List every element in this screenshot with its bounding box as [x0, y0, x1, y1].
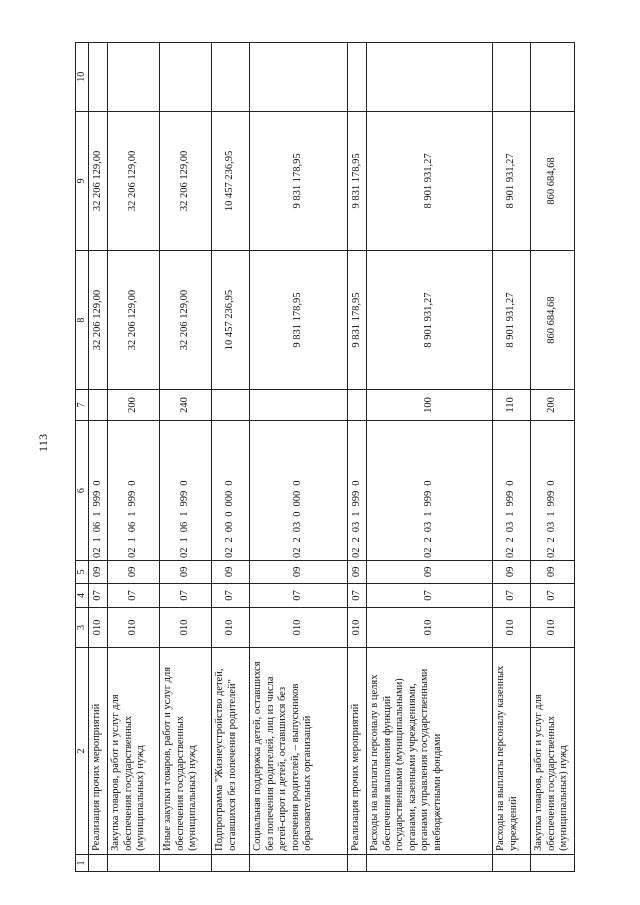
col-header-4: 4: [76, 583, 89, 607]
cell-amount-9: 9 831 178,95: [348, 111, 367, 251]
cell-col-5: 09: [108, 560, 160, 583]
cell-col-3: 010: [250, 608, 348, 648]
col-header-1: 1: [76, 854, 89, 871]
code-part: 999: [505, 490, 517, 507]
cell-col-1: [89, 854, 108, 871]
code-part: 1: [505, 511, 517, 517]
code-part: 0: [546, 480, 558, 486]
cell-target-code: [531, 421, 575, 561]
code-part: 02: [127, 547, 139, 558]
cell-col-4: 07: [493, 583, 531, 607]
col-header-3: 3: [76, 608, 89, 648]
cell-col-7: 200: [531, 389, 575, 420]
code-part: 0: [179, 480, 191, 486]
code-part: 2: [292, 537, 304, 543]
cell-amount-8: 32 206 129,00: [160, 251, 212, 389]
code-part: 02: [546, 547, 558, 558]
code-part: 000: [224, 490, 236, 507]
cell-amount-8: 8 901 931,27: [367, 251, 493, 389]
table-row: [89, 43, 108, 872]
cell-amount-9: 860 684,68: [531, 111, 575, 251]
cell-name: Закупка товаров, работ и услуг для обеспечения государственных (муниципальных) нужд: [531, 648, 575, 855]
col-header-6: 6: [76, 421, 89, 561]
cell-col-10: [531, 43, 575, 112]
cell-target-code: [160, 421, 212, 561]
cell-amount-8: 9 831 178,95: [348, 251, 367, 389]
cell-col-4: 07: [531, 583, 575, 607]
code-part: 1: [423, 511, 435, 517]
cell-col-3: 010: [348, 608, 367, 648]
code-part: 02: [91, 547, 103, 558]
cell-col-7: 240: [160, 389, 212, 420]
cell-col-4: 07: [367, 583, 493, 607]
table-row: [212, 43, 250, 872]
code-part: 0: [505, 480, 517, 486]
code-part: 03: [505, 521, 517, 533]
cell-amount-8: 32 206 129,00: [108, 251, 160, 389]
col-header-8: 8: [76, 251, 89, 389]
code-part: 1: [350, 511, 362, 517]
cell-col-4: 07: [212, 583, 250, 607]
code-part: 2: [350, 537, 362, 543]
cell-col-4: 07: [250, 583, 348, 607]
code-part: 1: [179, 511, 191, 517]
code-part: 0: [423, 480, 435, 486]
table-row: [108, 43, 160, 872]
cell-col-7: [212, 389, 250, 420]
cell-col-5: 09: [493, 560, 531, 583]
cell-col-10: [250, 43, 348, 112]
code-part: 02: [292, 547, 304, 558]
cell-name: Иные закупки товаров, работ и услуг для обеспечения государственных (муниципальных) нужд: [160, 648, 212, 855]
cell-col-3: 010: [89, 608, 108, 648]
cell-col-3: 010: [160, 608, 212, 648]
cell-col-4: 07: [89, 583, 108, 607]
table-row: [160, 43, 212, 872]
cell-col-10: [108, 43, 160, 112]
table-row: [250, 43, 348, 872]
table-row: [348, 43, 367, 872]
cell-amount-9: 8 901 931,27: [367, 111, 493, 251]
cell-col-7: 200: [108, 389, 160, 420]
cell-col-3: 010: [108, 608, 160, 648]
cell-col-4: 07: [348, 583, 367, 607]
cell-col-10: [160, 43, 212, 112]
code-part: 1: [127, 537, 139, 543]
code-part: 06: [127, 521, 139, 533]
cell-col-1: [160, 854, 212, 871]
cell-amount-8: 32 206 129,00: [89, 251, 108, 389]
cell-name: Реализация прочих мероприятий: [89, 648, 108, 855]
cell-col-5: 09: [212, 560, 250, 583]
cell-amount-9: 9 831 178,95: [250, 111, 348, 251]
cell-amount-9: 10 457 236,95: [212, 111, 250, 251]
cell-amount-9: 32 206 129,00: [108, 111, 160, 251]
cell-col-1: [108, 854, 160, 871]
code-part: 1: [91, 511, 103, 517]
cell-target-code: [367, 421, 493, 561]
code-part: 0: [91, 480, 103, 486]
code-part: 1: [91, 537, 103, 543]
code-part: 02: [505, 547, 517, 558]
page-number: 113: [36, 433, 50, 452]
cell-col-3: 010: [212, 608, 250, 648]
table-row: [367, 43, 493, 872]
code-part: 999: [179, 490, 191, 507]
table-row: [493, 43, 531, 872]
cell-amount-8: 860 684,68: [531, 251, 575, 389]
col-header-10: 10: [76, 43, 89, 112]
code-part: 06: [91, 521, 103, 533]
cell-col-3: 010: [531, 608, 575, 648]
code-part: 1: [179, 537, 191, 543]
code-part: 03: [546, 521, 558, 533]
code-part: 0: [127, 480, 139, 486]
cell-name: Расходы на выплаты персоналу казенных учреждений: [493, 648, 531, 855]
code-part: 999: [350, 490, 362, 507]
code-part: 0: [350, 480, 362, 486]
cell-amount-8: 8 901 931,27: [493, 251, 531, 389]
code-part: 0: [224, 480, 236, 486]
cell-name: Закупка товаров, работ и услуг для обеспечения государственных (муниципальных) нужд: [108, 648, 160, 855]
code-part: 1: [127, 511, 139, 517]
cell-col-7: [89, 389, 108, 420]
cell-amount-8: 9 831 178,95: [250, 251, 348, 389]
cell-col-7: 100: [367, 389, 493, 420]
cell-col-10: [348, 43, 367, 112]
cell-target-code: [108, 421, 160, 561]
table-row: [531, 43, 575, 872]
code-part: 02: [224, 547, 236, 558]
cell-col-7: 110: [493, 389, 531, 420]
col-header-9: 9: [76, 111, 89, 251]
cell-col-1: [212, 854, 250, 871]
cell-col-3: 010: [367, 608, 493, 648]
code-part: 999: [127, 490, 139, 507]
code-part: 1: [546, 511, 558, 517]
code-part: 000: [292, 490, 304, 507]
cell-amount-8: 10 457 236,95: [212, 251, 250, 389]
cell-col-10: [367, 43, 493, 112]
cell-col-1: [250, 854, 348, 871]
cell-col-3: 010: [493, 608, 531, 648]
code-part: 02: [423, 547, 435, 558]
code-part: 00: [224, 521, 236, 533]
cell-name: Социальная поддержка детей, оставшихся без попечения родителей, лиц из числа детей-сирот и детей, оставшихся без попечения родителей, – выпускников образовательных организаций: [250, 648, 348, 855]
code-part: 02: [179, 547, 191, 558]
col-header-2: 2: [76, 648, 89, 855]
code-part: 02: [350, 547, 362, 558]
cell-col-10: [89, 43, 108, 112]
cell-name: Подпрограмма "Жизнеустройство детей, оставшихся без попечения родителей": [212, 648, 250, 855]
table-header-row: [76, 43, 89, 872]
code-part: 999: [91, 490, 103, 507]
cell-amount-9: 32 206 129,00: [89, 111, 108, 251]
col-header-5: 5: [76, 560, 89, 583]
cell-target-code: [348, 421, 367, 561]
cell-col-4: 07: [160, 583, 212, 607]
code-part: 2: [505, 537, 517, 543]
cell-col-1: [493, 854, 531, 871]
code-part: 03: [423, 521, 435, 533]
budget-table-rotated: [75, 42, 575, 872]
code-part: 0: [292, 480, 304, 486]
cell-col-10: [493, 43, 531, 112]
cell-name: Расходы на выплаты персоналу в целях обеспечения выполнения функций государственными (муниципальными) органами, казенными учреждениями, органами управления государственными внебюджетными фондами: [367, 648, 493, 855]
cell-target-code: [89, 421, 108, 561]
cell-col-10: [212, 43, 250, 112]
cell-col-7: [250, 389, 348, 420]
code-part: 2: [224, 537, 236, 543]
code-part: 999: [423, 490, 435, 507]
code-part: 03: [350, 521, 362, 533]
cell-target-code: [250, 421, 348, 561]
cell-col-4: 07: [108, 583, 160, 607]
cell-col-5: 09: [531, 560, 575, 583]
cell-name: Реализация прочих мероприятий: [348, 648, 367, 855]
cell-col-5: 09: [348, 560, 367, 583]
cell-target-code: [493, 421, 531, 561]
cell-col-5: 09: [160, 560, 212, 583]
code-part: 2: [546, 537, 558, 543]
code-part: 0: [292, 511, 304, 517]
cell-col-5: 09: [250, 560, 348, 583]
cell-col-5: 09: [89, 560, 108, 583]
cell-col-5: 09: [367, 560, 493, 583]
code-part: 03: [292, 521, 304, 533]
code-part: 2: [423, 537, 435, 543]
cell-col-1: [367, 854, 493, 871]
code-part: 06: [179, 521, 191, 533]
col-header-7: 7: [76, 389, 89, 420]
cell-col-7: [348, 389, 367, 420]
code-part: 0: [224, 511, 236, 517]
budget-table: [75, 42, 575, 872]
cell-target-code: [212, 421, 250, 561]
cell-col-1: [531, 854, 575, 871]
cell-amount-9: 32 206 129,00: [160, 111, 212, 251]
code-part: 999: [546, 490, 558, 507]
cell-col-1: [348, 854, 367, 871]
cell-amount-9: 8 901 931,27: [493, 111, 531, 251]
